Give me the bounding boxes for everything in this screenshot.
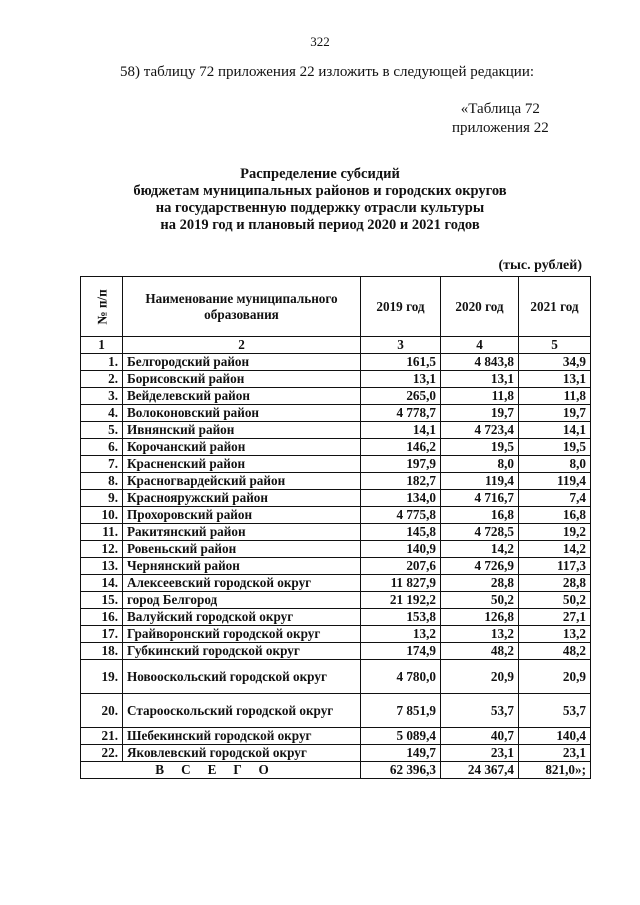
table-ref-line1: «Таблица 72	[460, 101, 540, 117]
col-index: 2	[123, 337, 361, 354]
value-2020: 20,9	[441, 660, 519, 694]
municipality-name: Шебекинский городской округ	[123, 728, 361, 745]
row-number: 2.	[81, 371, 123, 388]
value-2021: 11,8	[519, 388, 591, 405]
row-number: 12.	[81, 541, 123, 558]
table-row	[81, 558, 591, 575]
municipality-name: Борисовский район	[123, 371, 361, 388]
col-index: 1	[81, 337, 123, 354]
value-2021: 7,4	[519, 490, 591, 507]
total-2021: 821,0»;	[519, 762, 591, 779]
table-row	[81, 728, 591, 745]
value-2021: 53,7	[519, 694, 591, 728]
col-index: 3	[361, 337, 441, 354]
value-2020: 4 728,5	[441, 524, 519, 541]
value-2021: 28,8	[519, 575, 591, 592]
municipality-name: Краснояружский район	[123, 490, 361, 507]
row-number: 11.	[81, 524, 123, 541]
table-row	[81, 388, 591, 405]
value-2020: 126,8	[441, 609, 519, 626]
row-number: 5.	[81, 422, 123, 439]
header-2020: 2020 год	[441, 277, 519, 337]
municipality-name: Яковлевский городской округ	[123, 745, 361, 762]
row-number: 3.	[81, 388, 123, 405]
value-2021: 13,2	[519, 626, 591, 643]
table-row	[81, 439, 591, 456]
value-2020: 48,2	[441, 643, 519, 660]
value-2019: 145,8	[361, 524, 441, 541]
value-2021: 19,2	[519, 524, 591, 541]
value-2019: 13,1	[361, 371, 441, 388]
row-number: 9.	[81, 490, 123, 507]
table-row	[81, 592, 591, 609]
value-2021: 23,1	[519, 745, 591, 762]
value-2021: 16,8	[519, 507, 591, 524]
value-2021: 50,2	[519, 592, 591, 609]
table-row	[81, 354, 591, 371]
municipality-name: Белгородский район	[123, 354, 361, 371]
header-2019: 2019 год	[361, 277, 441, 337]
value-2020: 119,4	[441, 473, 519, 490]
row-number: 17.	[81, 626, 123, 643]
document-heading	[0, 166, 640, 234]
header-name: Наименование муниципального образования	[123, 277, 361, 337]
value-2020: 4 723,4	[441, 422, 519, 439]
table-row	[81, 490, 591, 507]
value-2020: 50,2	[441, 592, 519, 609]
value-2020: 11,8	[441, 388, 519, 405]
heading-line1: Распределение субсидий	[240, 166, 400, 182]
value-2019: 161,5	[361, 354, 441, 371]
page-number: 322	[310, 34, 330, 49]
row-number: 8.	[81, 473, 123, 490]
municipality-name: Корочанский район	[123, 439, 361, 456]
value-2019: 4 778,7	[361, 405, 441, 422]
value-2019: 11 827,9	[361, 575, 441, 592]
value-2021: 14,1	[519, 422, 591, 439]
municipality-name: Ровеньский район	[123, 541, 361, 558]
municipality-name: Красненский район	[123, 456, 361, 473]
row-number: 13.	[81, 558, 123, 575]
municipality-name: Волоконовский район	[123, 405, 361, 422]
value-2019: 149,7	[361, 745, 441, 762]
municipality-name: Валуйский городской округ	[123, 609, 361, 626]
total-2020: 24 367,4	[441, 762, 519, 779]
value-2019: 7 851,9	[361, 694, 441, 728]
value-2019: 134,0	[361, 490, 441, 507]
value-2020: 16,8	[441, 507, 519, 524]
municipality-name: город Белгород	[123, 592, 361, 609]
value-2020: 4 843,8	[441, 354, 519, 371]
row-number: 7.	[81, 456, 123, 473]
table-row	[81, 609, 591, 626]
row-number: 22.	[81, 745, 123, 762]
value-2019: 146,2	[361, 439, 441, 456]
municipality-name: Прохоровский район	[123, 507, 361, 524]
value-2020: 13,1	[441, 371, 519, 388]
table-row	[81, 456, 591, 473]
heading-line2: бюджетам муниципальных районов и городских округов	[133, 183, 507, 199]
value-2019: 140,9	[361, 541, 441, 558]
value-2020: 19,7	[441, 405, 519, 422]
municipality-name: Грайворонский городской округ	[123, 626, 361, 643]
heading-line4: на 2019 год и плановый период 2020 и 2021 годов	[160, 217, 480, 233]
table-row	[81, 660, 591, 694]
value-2021: 20,9	[519, 660, 591, 694]
col-index: 4	[441, 337, 519, 354]
municipality-name: Новооскольский городской округ	[123, 660, 361, 694]
row-number: 4.	[81, 405, 123, 422]
table-row	[81, 405, 591, 422]
column-index-row	[81, 337, 591, 354]
value-2019: 265,0	[361, 388, 441, 405]
row-number: 6.	[81, 439, 123, 456]
value-2019: 13,2	[361, 626, 441, 643]
value-2021: 119,4	[519, 473, 591, 490]
header-2021: 2021 год	[519, 277, 591, 337]
total-row	[81, 762, 591, 779]
value-2021: 14,2	[519, 541, 591, 558]
municipality-name: Ивнянский район	[123, 422, 361, 439]
table-row	[81, 507, 591, 524]
unit-label: (тыс. рублей)	[498, 258, 582, 273]
subsidy-table	[80, 276, 591, 779]
col-index: 5	[519, 337, 591, 354]
value-2019: 4 780,0	[361, 660, 441, 694]
table-row	[81, 643, 591, 660]
row-number: 16.	[81, 609, 123, 626]
table-row	[81, 422, 591, 439]
value-2021: 19,7	[519, 405, 591, 422]
value-2019: 174,9	[361, 643, 441, 660]
intro-text: 58) таблицу 72 приложения 22 изложить в следующей редакции:	[120, 64, 535, 80]
value-2019: 5 089,4	[361, 728, 441, 745]
municipality-name: Вейделевский район	[123, 388, 361, 405]
value-2021: 34,9	[519, 354, 591, 371]
value-2020: 13,2	[441, 626, 519, 643]
value-2019: 153,8	[361, 609, 441, 626]
value-2019: 207,6	[361, 558, 441, 575]
value-2021: 48,2	[519, 643, 591, 660]
row-number: 1.	[81, 354, 123, 371]
table-row	[81, 694, 591, 728]
value-2019: 197,9	[361, 456, 441, 473]
table-row	[81, 524, 591, 541]
value-2021: 8,0	[519, 456, 591, 473]
value-2021: 117,3	[519, 558, 591, 575]
table-reference	[452, 100, 549, 138]
row-number: 14.	[81, 575, 123, 592]
value-2020: 53,7	[441, 694, 519, 728]
row-number: 21.	[81, 728, 123, 745]
municipality-name: Алексеевский городской округ	[123, 575, 361, 592]
table-row	[81, 626, 591, 643]
value-2019: 14,1	[361, 422, 441, 439]
value-2021: 140,4	[519, 728, 591, 745]
municipality-name: Чернянский район	[123, 558, 361, 575]
row-number: 20.	[81, 694, 123, 728]
table-row	[81, 371, 591, 388]
value-2020: 4 726,9	[441, 558, 519, 575]
table-row	[81, 541, 591, 558]
value-2020: 4 716,7	[441, 490, 519, 507]
value-2020: 23,1	[441, 745, 519, 762]
header-num: № п/п	[81, 277, 123, 337]
row-number: 19.	[81, 660, 123, 694]
row-number: 18.	[81, 643, 123, 660]
row-number: 10.	[81, 507, 123, 524]
table-ref-line2: приложения 22	[452, 120, 549, 136]
value-2019: 21 192,2	[361, 592, 441, 609]
municipality-name: Старооскольский городской округ	[123, 694, 361, 728]
total-label: ВСЕГО	[81, 762, 361, 779]
value-2019: 182,7	[361, 473, 441, 490]
table-row	[81, 473, 591, 490]
value-2021: 13,1	[519, 371, 591, 388]
heading-line3: на государственную поддержку отрасли культуры	[155, 200, 485, 216]
table-header-row	[81, 277, 591, 337]
total-2019: 62 396,3	[361, 762, 441, 779]
value-2020: 19,5	[441, 439, 519, 456]
value-2020: 8,0	[441, 456, 519, 473]
value-2020: 40,7	[441, 728, 519, 745]
table-row	[81, 745, 591, 762]
value-2021: 19,5	[519, 439, 591, 456]
table-row	[81, 575, 591, 592]
row-number: 15.	[81, 592, 123, 609]
municipality-name: Губкинский городской округ	[123, 643, 361, 660]
municipality-name: Красногвардейский район	[123, 473, 361, 490]
value-2019: 4 775,8	[361, 507, 441, 524]
value-2020: 28,8	[441, 575, 519, 592]
value-2021: 27,1	[519, 609, 591, 626]
municipality-name: Ракитянский район	[123, 524, 361, 541]
value-2020: 14,2	[441, 541, 519, 558]
